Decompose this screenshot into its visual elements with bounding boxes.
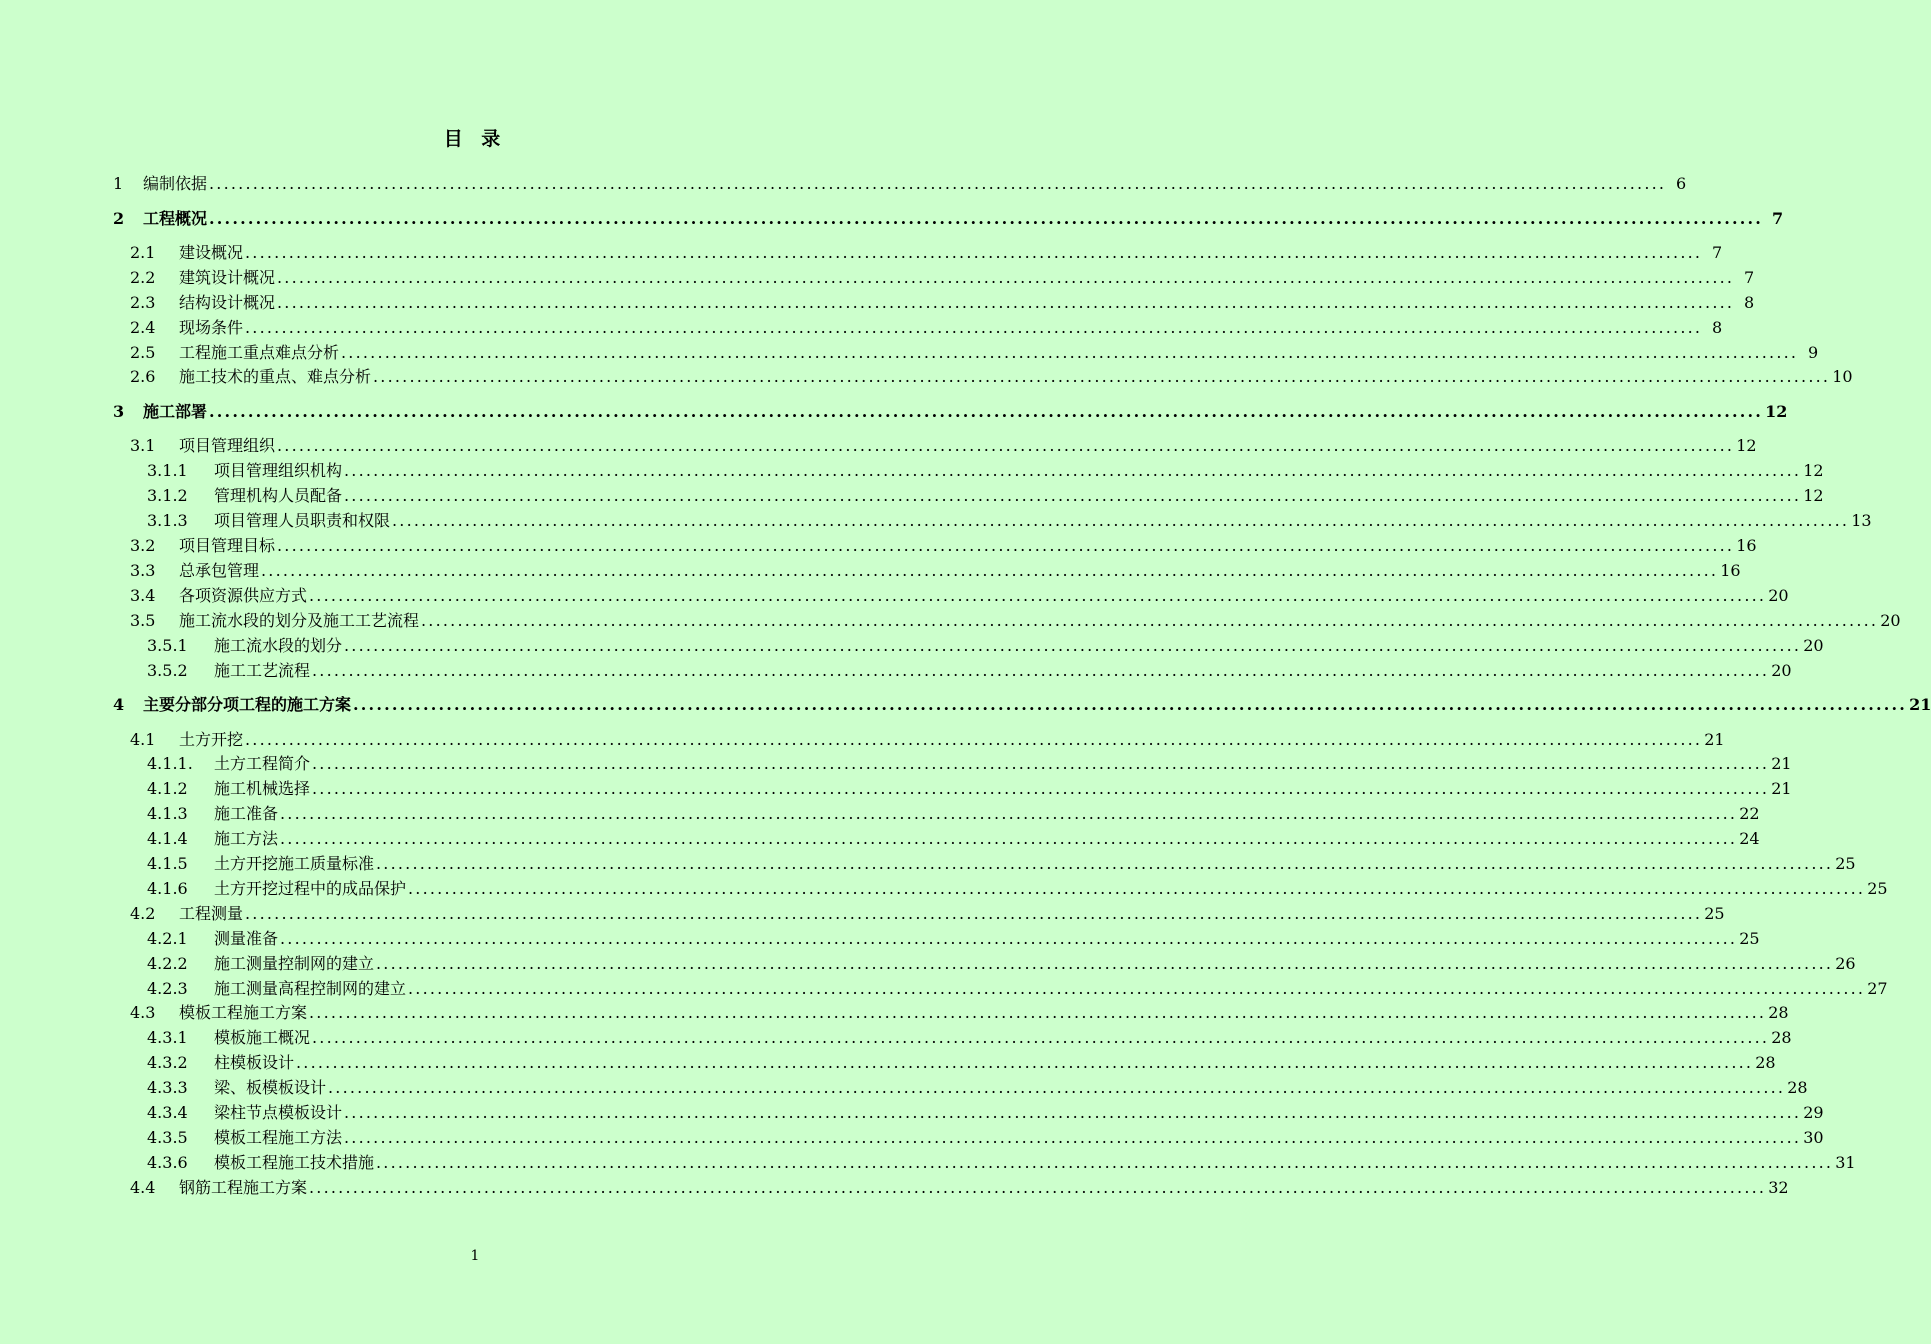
toc-entry[interactable]: [147, 632, 1824, 656]
toc-leader-dots: ........................................................................................................................................................................................................: [376, 854, 1834, 873]
toc-entry-label: 施工测量高程控制网的建立: [214, 979, 407, 998]
toc-entry[interactable]: [147, 750, 1792, 774]
toc-entry-page: 29: [1803, 1103, 1824, 1122]
toc-entry-label: 土方开挖过程中的成品保护: [214, 879, 407, 898]
toc-entry-number: 3.1.3: [147, 511, 188, 530]
toc-entry-page: 21: [1771, 754, 1792, 773]
toc-entry[interactable]: [130, 339, 1819, 363]
toc-leader-dots: ........................................................................................................................................................................................................: [344, 486, 1802, 505]
toc-entry-page: 28: [1787, 1078, 1808, 1097]
toc-leader-dots: ........................................................................................................................................................................................................: [277, 268, 1735, 287]
toc-entry[interactable]: [113, 691, 1931, 715]
toc-entry-number: 4.4: [130, 1178, 156, 1197]
toc-entry-label: 施工机械选择: [214, 779, 311, 798]
toc-entry-page: 6: [1676, 174, 1687, 193]
toc-entry-number: 4.2.1: [147, 929, 188, 948]
toc-entry-number: 4.2.2: [147, 954, 188, 973]
toc-entry-label: 施工技术的重点、难点分析: [179, 367, 372, 386]
toc-entry-page: 12: [1803, 461, 1824, 480]
toc-entry-page: 25: [1739, 929, 1760, 948]
toc-entry[interactable]: [130, 999, 1789, 1023]
toc-entry-number: 4.1.3: [147, 804, 188, 823]
toc-entry-number: 3.2: [130, 536, 156, 555]
toc-entry[interactable]: [130, 582, 1789, 606]
toc-entry-number: 4.1.1.: [147, 754, 193, 773]
toc-leader-dots: ........................................................................................................................................................................................................: [309, 586, 1767, 605]
toc-entry-number: 4.1: [130, 730, 156, 749]
toc-entry-number: 2.2: [130, 268, 156, 287]
toc-entry-page: 26: [1835, 954, 1856, 973]
toc-entry[interactable]: [130, 239, 1723, 263]
toc-leader-dots: ........................................................................................................................................................................................................: [280, 829, 1738, 848]
toc-entry-label: 梁柱节点模板设计: [214, 1103, 343, 1122]
toc-entry-number: 4.3.1: [147, 1028, 188, 1047]
toc-entry[interactable]: [130, 264, 1755, 288]
toc-leader-dots: ........................................................................................................................................................................................................: [312, 754, 1770, 773]
toc-entry[interactable]: [147, 657, 1792, 681]
toc-entry-number: 4.2: [130, 904, 156, 923]
toc-entry-page: 25: [1867, 879, 1888, 898]
toc-entry-page: 9: [1808, 343, 1819, 362]
toc-entry-number: 3.4: [130, 586, 156, 605]
toc-entry-number: 4: [113, 695, 125, 714]
toc-entry-number: 4.3.3: [147, 1078, 188, 1097]
toc-entry-page: 8: [1744, 293, 1755, 312]
toc-entry-label: 模板工程施工技术措施: [214, 1153, 375, 1172]
toc-entry[interactable]: [130, 432, 1757, 456]
toc-entry[interactable]: [147, 1049, 1776, 1073]
toc-entry-number: 3.1.1: [147, 461, 188, 480]
toc-leader-dots: ........................................................................................................................................................................................................: [312, 1028, 1770, 1047]
toc-entry-number: 3.5.2: [147, 661, 188, 680]
toc-leader-dots: ........................................................................................................................................................................................................: [328, 1078, 1786, 1097]
toc-entry-number: 2.6: [130, 367, 156, 386]
toc-entry-page: 20: [1880, 611, 1901, 630]
toc-entry-number: 4.1.4: [147, 829, 188, 848]
toc-entry-label: 各项资源供应方式: [179, 586, 308, 605]
toc-entry-label: 工程施工重点难点分析: [179, 343, 340, 362]
toc-leader-dots: ........................................................................................................................................................................................................: [209, 174, 1667, 193]
toc-entry-page: 28: [1768, 1003, 1789, 1022]
toc-entry-number: 4.1.2: [147, 779, 188, 798]
toc-leader-dots: ........................................................................................................................................................................................................: [245, 318, 1703, 337]
toc-entry-label: 现场条件: [179, 318, 244, 337]
toc-entry-page: 7: [1712, 243, 1723, 262]
toc-entry[interactable]: [130, 900, 1725, 924]
toc-leader-dots: ........................................................................................................................................................................................................: [280, 929, 1738, 948]
toc-leader-dots: ........................................................................................................................................................................................................: [277, 436, 1735, 455]
toc-entry[interactable]: [130, 1174, 1789, 1198]
toc-entry[interactable]: [147, 482, 1824, 506]
toc-leader-dots: ........................................................................................................................................................................................................: [309, 1003, 1767, 1022]
toc-leader-dots: ........................................................................................................................................................................................................: [344, 636, 1802, 655]
toc-leader-dots: ........................................................................................................................................................................................................: [373, 367, 1831, 386]
toc-entry[interactable]: [147, 1149, 1856, 1173]
toc-entry-number: 2.5: [130, 343, 156, 362]
toc-leader-dots: ........................................................................................................................................................................................................: [209, 209, 1764, 228]
toc-entry[interactable]: [113, 205, 1784, 229]
toc-entry[interactable]: [147, 1024, 1792, 1048]
toc-entry-page: 16: [1720, 561, 1741, 580]
toc-entry-number: 1: [113, 174, 124, 193]
toc-entry-label: 钢筋工程施工方案: [179, 1178, 308, 1197]
toc-entry-label: 施工工艺流程: [214, 661, 311, 680]
toc-entry[interactable]: [147, 925, 1760, 949]
toc-entry-page: 25: [1835, 854, 1856, 873]
page-number: 1: [470, 1248, 480, 1264]
toc-entry-label: 施工方法: [214, 829, 279, 848]
toc-entry-label: 总承包管理: [179, 561, 260, 580]
toc-leader-dots: ........................................................................................................................................................................................................: [408, 979, 1866, 998]
toc-entry-label: 施工准备: [214, 804, 279, 823]
toc-entry-number: 2: [113, 209, 125, 228]
toc-leader-dots: ........................................................................................................................................................................................................: [344, 461, 1802, 480]
toc-entry-number: 3: [113, 402, 125, 421]
toc-entry[interactable]: [113, 170, 1687, 194]
toc-entry-page: 21: [1704, 730, 1725, 749]
toc-leader-dots: ........................................................................................................................................................................................................: [309, 1178, 1767, 1197]
toc-entry-page: 28: [1771, 1028, 1792, 1047]
toc-entry[interactable]: [147, 507, 1872, 531]
toc-entry[interactable]: [130, 363, 1853, 387]
toc-entry-page: 8: [1712, 318, 1723, 337]
toc-entry[interactable]: [113, 398, 1788, 422]
toc-leader-dots: ........................................................................................................................................................................................................: [341, 343, 1799, 362]
toc-leader-dots: ........................................................................................................................................................................................................: [280, 804, 1738, 823]
toc-entry-page: 31: [1835, 1153, 1856, 1172]
toc-entry-label: 施工测量控制网的建立: [214, 954, 375, 973]
toc-entry-label: 土方开挖施工质量标准: [214, 854, 375, 873]
toc-entry-label: 施工流水段的划分: [214, 636, 343, 655]
toc-entry-page: 25: [1704, 904, 1725, 923]
toc-entry-page: 7: [1771, 209, 1784, 228]
toc-leader-dots: ........................................................................................................................................................................................................: [245, 904, 1703, 923]
toc-entry-number: 4.2.3: [147, 979, 188, 998]
toc-entry-number: 4.3.6: [147, 1153, 188, 1172]
toc-entry[interactable]: [147, 1124, 1824, 1148]
toc-entry-page: 32: [1768, 1178, 1789, 1197]
toc-entry-number: 2.3: [130, 293, 156, 312]
toc-entry[interactable]: [130, 726, 1725, 750]
toc-entry-number: 4.3.5: [147, 1128, 188, 1147]
page-title: 目 录: [443, 128, 507, 150]
toc-entry-page: 30: [1803, 1128, 1824, 1147]
toc-entry-label: 项目管理人员职责和权限: [214, 511, 391, 530]
toc-entry-label: 主要分部分项工程的施工方案: [143, 695, 352, 714]
toc-entry-page: 28: [1755, 1053, 1776, 1072]
toc-entry-page: 27: [1867, 979, 1888, 998]
toc-entry-label: 施工部署: [143, 402, 208, 421]
toc-entry-label: 模板工程施工方法: [214, 1128, 343, 1147]
toc-entry[interactable]: [147, 775, 1792, 799]
toc-entry[interactable]: [147, 457, 1824, 481]
toc-leader-dots: ........................................................................................................................................................................................................: [344, 1128, 1802, 1147]
toc-entry-label: 模板工程施工方案: [179, 1003, 308, 1022]
toc-entry-page: 12: [1765, 402, 1788, 421]
toc-leader-dots: ........................................................................................................................................................................................................: [312, 661, 1770, 680]
toc-entry-number: 4.3.4: [147, 1103, 188, 1122]
toc-entry-label: 编制依据: [143, 174, 208, 193]
toc-entry-page: 21: [1909, 695, 1931, 714]
toc-entry-page: 20: [1768, 586, 1789, 605]
toc-entry-label: 项目管理组织机构: [214, 461, 343, 480]
toc-entry-number: 2.1: [130, 243, 156, 262]
toc-entry-label: 施工流水段的划分及施工工艺流程: [179, 611, 420, 630]
toc-entry-label: 项目管理组织: [179, 436, 276, 455]
toc-entry-number: 3.5.1: [147, 636, 188, 655]
toc-leader-dots: ........................................................................................................................................................................................................: [261, 561, 1719, 580]
toc-leader-dots: ........................................................................................................................................................................................................: [312, 779, 1770, 798]
toc-entry-number: 3.3: [130, 561, 156, 580]
toc-entry[interactable]: [130, 607, 1901, 631]
toc-entry-label: 测量准备: [214, 929, 279, 948]
toc-entry[interactable]: [130, 289, 1755, 313]
toc-entry-page: 24: [1739, 829, 1760, 848]
toc-entry-label: 建筑设计概况: [179, 268, 276, 287]
toc-entry-number: 2.4: [130, 318, 156, 337]
toc-entry[interactable]: [147, 950, 1856, 974]
toc-leader-dots: ........................................................................................................................................................................................................: [245, 243, 1703, 262]
toc-entry-page: 22: [1739, 804, 1760, 823]
toc-leader-dots: ........................................................................................................................................................................................................: [353, 695, 1908, 714]
toc-leader-dots: ........................................................................................................................................................................................................: [408, 879, 1866, 898]
toc-entry[interactable]: [130, 532, 1757, 556]
toc-entry-page: 20: [1771, 661, 1792, 680]
toc-entry-page: 12: [1803, 486, 1824, 505]
toc-entry-number: 4.1.5: [147, 854, 188, 873]
toc-entry[interactable]: [147, 825, 1760, 849]
toc-entry-label: 土方开挖: [179, 730, 244, 749]
toc-entry[interactable]: [147, 1074, 1808, 1098]
toc-leader-dots: ........................................................................................................................................................................................................: [277, 293, 1735, 312]
toc-entry[interactable]: [147, 975, 1888, 999]
toc-entry-label: 项目管理目标: [179, 536, 276, 555]
toc-entry-page: 10: [1832, 367, 1853, 386]
toc-entry[interactable]: [147, 850, 1856, 874]
toc-entry-label: 管理机构人员配备: [214, 486, 343, 505]
toc-entry[interactable]: [147, 800, 1760, 824]
toc-entry-number: 3.1.2: [147, 486, 188, 505]
toc-entry-label: 工程概况: [143, 209, 208, 228]
toc-leader-dots: ........................................................................................................................................................................................................: [277, 536, 1735, 555]
toc-entry-page: 12: [1736, 436, 1757, 455]
toc-entry-number: 4.1.6: [147, 879, 188, 898]
toc-entry-number: 3.1: [130, 436, 156, 455]
toc-entry-page: 16: [1736, 536, 1757, 555]
toc-leader-dots: ........................................................................................................................................................................................................: [392, 511, 1850, 530]
toc-entry-label: 建设概况: [179, 243, 244, 262]
toc-entry[interactable]: [147, 875, 1888, 899]
toc-leader-dots: ........................................................................................................................................................................................................: [376, 954, 1834, 973]
toc-leader-dots: ........................................................................................................................................................................................................: [376, 1153, 1834, 1172]
toc-entry-number: 3.5: [130, 611, 156, 630]
toc-entry-page: 20: [1803, 636, 1824, 655]
toc-entry-label: 柱模板设计: [214, 1053, 295, 1072]
toc-leader-dots: ........................................................................................................................................................................................................: [245, 730, 1703, 749]
toc-leader-dots: ........................................................................................................................................................................................................: [296, 1053, 1754, 1072]
toc-entry-label: 模板施工概况: [214, 1028, 311, 1047]
toc-entry-label: 结构设计概况: [179, 293, 276, 312]
toc-entry-number: 4.3: [130, 1003, 156, 1022]
toc-leader-dots: ........................................................................................................................................................................................................: [209, 402, 1764, 421]
toc-entry-label: 土方工程简介: [214, 754, 311, 773]
toc-entry-page: 13: [1851, 511, 1872, 530]
toc-entry[interactable]: [147, 1099, 1824, 1123]
toc-entry-page: 21: [1771, 779, 1792, 798]
toc-entry-page: 7: [1744, 268, 1755, 287]
toc-entry-label: 工程测量: [179, 904, 244, 923]
toc-leader-dots: ........................................................................................................................................................................................................: [344, 1103, 1802, 1122]
toc-entry-number: 4.3.2: [147, 1053, 188, 1072]
toc-entry[interactable]: [130, 314, 1723, 338]
toc-leader-dots: ........................................................................................................................................................................................................: [421, 611, 1879, 630]
toc-entry[interactable]: [130, 557, 1741, 581]
toc-entry-label: 梁、板模板设计: [214, 1078, 327, 1097]
